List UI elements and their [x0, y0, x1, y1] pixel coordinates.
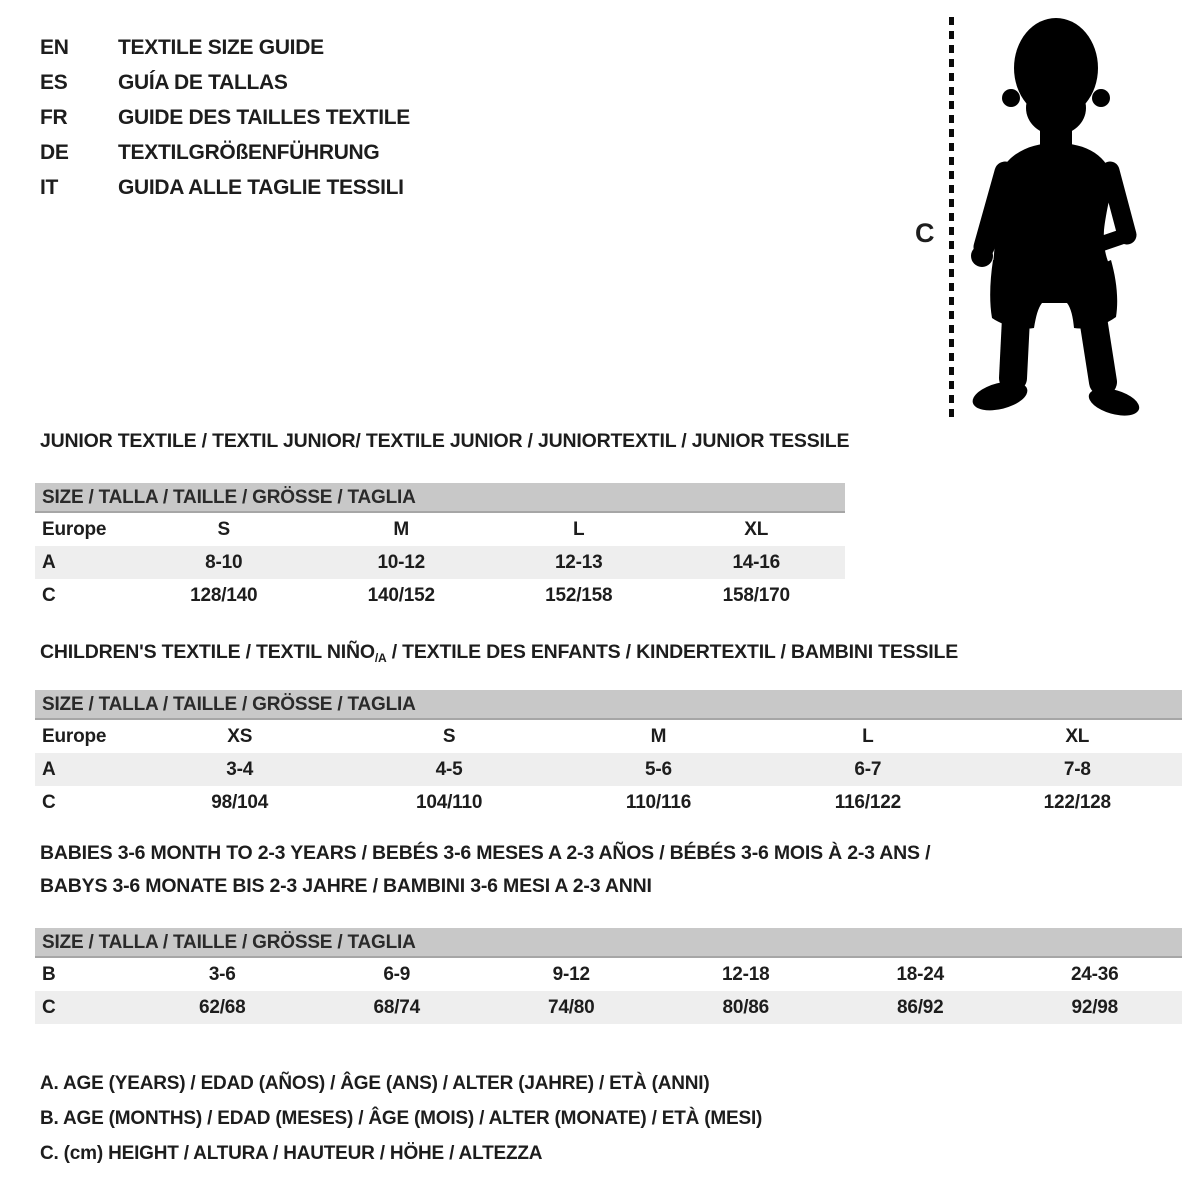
table-cell: 7-8	[1063, 758, 1091, 780]
table-cell: 14-16	[732, 551, 781, 573]
row-label: C	[42, 584, 56, 606]
table-cell: XL	[1065, 725, 1090, 747]
table-cell: 12-18	[721, 963, 770, 985]
table-header-bar: SIZE / TALLA / TAILLE / GRÖSSE / TAGLIA	[35, 483, 845, 513]
table-cell: 104/110	[415, 791, 483, 813]
table-cell: S	[217, 518, 230, 540]
table-cell: 122/128	[1043, 791, 1111, 813]
table-cell: 9-12	[552, 963, 590, 985]
table-row	[35, 991, 1182, 1024]
language-code: DE	[40, 140, 69, 164]
row-label: Europe	[42, 725, 107, 747]
language-row	[40, 100, 410, 135]
toddler-silhouette-icon	[963, 16, 1147, 420]
table-cell: 3-6	[208, 963, 236, 985]
table-cell: XS	[227, 725, 253, 747]
table-cell: 3-4	[226, 758, 254, 780]
table-cell: M	[650, 725, 667, 747]
table-cell: 6-7	[854, 758, 882, 780]
language-code: FR	[40, 105, 68, 129]
table-row	[35, 546, 845, 579]
language-row	[40, 135, 410, 170]
table-cell: 98/104	[211, 791, 269, 813]
language-title: GUIDE DES TAILLES TEXTILE	[118, 105, 410, 129]
table-cell: 24-36	[1070, 963, 1119, 985]
size-table-babies	[35, 928, 1182, 1024]
table-cell: L	[573, 518, 585, 540]
table-cell: 4-5	[435, 758, 463, 780]
table-cell: 5-6	[645, 758, 672, 780]
row-label: Europe	[42, 518, 107, 540]
table-cell: 68/74	[373, 996, 421, 1018]
size-table-junior	[35, 483, 845, 612]
language-row	[40, 65, 410, 100]
table-cell: 74/80	[547, 996, 595, 1018]
table-cell: 80/86	[722, 996, 770, 1018]
language-title: GUIDA ALLE TAGLIE TESSILI	[118, 175, 404, 199]
table-cell: XL	[744, 518, 769, 540]
language-list	[40, 30, 410, 205]
table-cell: S	[442, 725, 456, 747]
table-row	[35, 786, 1182, 819]
section-title-junior: JUNIOR TEXTILE / TEXTIL JUNIOR/ TEXTILE JUNIOR / JUNIORTEXTIL / JUNIOR TESSILE	[40, 430, 850, 452]
footnote-c: C. (cm) HEIGHT / ALTURA / HAUTEUR / HÖHE / ALTEZZA	[40, 1143, 543, 1164]
table-cell: L	[862, 725, 874, 747]
row-label: C	[42, 996, 56, 1018]
table-cell: 128/140	[190, 584, 258, 606]
title-text: CHILDREN'S TEXTILE / TEXTIL NIÑO	[40, 641, 375, 663]
table-header-bar: SIZE / TALLA / TAILLE / GRÖSSE / TAGLIA	[35, 928, 1182, 958]
language-code: IT	[40, 175, 59, 199]
table-cell: 8-10	[205, 551, 243, 573]
table-cell: 140/152	[367, 584, 435, 606]
section-title-children	[40, 641, 958, 664]
row-label: C	[42, 791, 56, 813]
row-label: A	[42, 758, 56, 780]
section-title-babies-line2: BABYS 3-6 MONATE BIS 2-3 JAHRE / BAMBINI 3-6 MESI A 2-3 ANNI	[40, 875, 652, 897]
table-cell: 152/158	[545, 584, 613, 606]
title-text: / TEXTILE DES ENFANTS / KINDERTEXTIL / BAMBINI TESSILE	[386, 641, 959, 663]
table-cell: 10-12	[377, 551, 426, 573]
language-code: ES	[40, 70, 68, 94]
language-row	[40, 30, 410, 65]
table-cell: 86/92	[896, 996, 944, 1018]
table-row	[35, 720, 1182, 753]
measure-c-label: C	[915, 218, 935, 248]
table-cell: 92/98	[1071, 996, 1119, 1018]
table-cell: 18-24	[896, 963, 945, 985]
language-title: TEXTILGRÖßENFÜHRUNG	[118, 140, 380, 164]
table-cell: 110/116	[625, 791, 692, 813]
table-row	[35, 513, 845, 546]
dashed-measure-line	[949, 17, 954, 417]
title-subscript: /A	[374, 651, 387, 665]
footnote-b: B. AGE (MONTHS) / EDAD (MESES) / ÂGE (MOIS) / ALTER (MONATE) / ETÀ (MESI)	[40, 1108, 763, 1129]
row-label: A	[42, 551, 56, 573]
table-cell: 62/68	[198, 996, 246, 1018]
legend-footnotes	[40, 1066, 762, 1171]
language-row	[40, 170, 410, 205]
table-cell: 6-9	[383, 963, 411, 985]
language-code: EN	[40, 35, 69, 59]
table-cell: M	[393, 518, 410, 540]
table-cell: 158/170	[722, 584, 790, 606]
table-cell: 12-13	[554, 551, 603, 573]
row-label: B	[42, 963, 56, 985]
table-row	[35, 579, 845, 612]
table-cell: 116/122	[834, 791, 901, 813]
section-title-babies-line1: BABIES 3-6 MONTH TO 2-3 YEARS / BEBÉS 3-6 MESES A 2-3 AÑOS / BÉBÉS 3-6 MOIS À 2-3 ANS /	[40, 842, 931, 864]
size-table-children	[35, 690, 1182, 819]
table-header-bar: SIZE / TALLA / TAILLE / GRÖSSE / TAGLIA	[35, 690, 1182, 720]
table-row	[35, 753, 1182, 786]
table-row	[35, 958, 1182, 991]
language-title: GUÍA DE TALLAS	[118, 70, 288, 94]
height-measure-figure	[905, 14, 1160, 424]
language-title: TEXTILE SIZE GUIDE	[118, 35, 324, 59]
footnote-a: A. AGE (YEARS) / EDAD (AÑOS) / ÂGE (ANS) / ALTER (JAHRE) / ETÀ (ANNI)	[40, 1073, 710, 1094]
